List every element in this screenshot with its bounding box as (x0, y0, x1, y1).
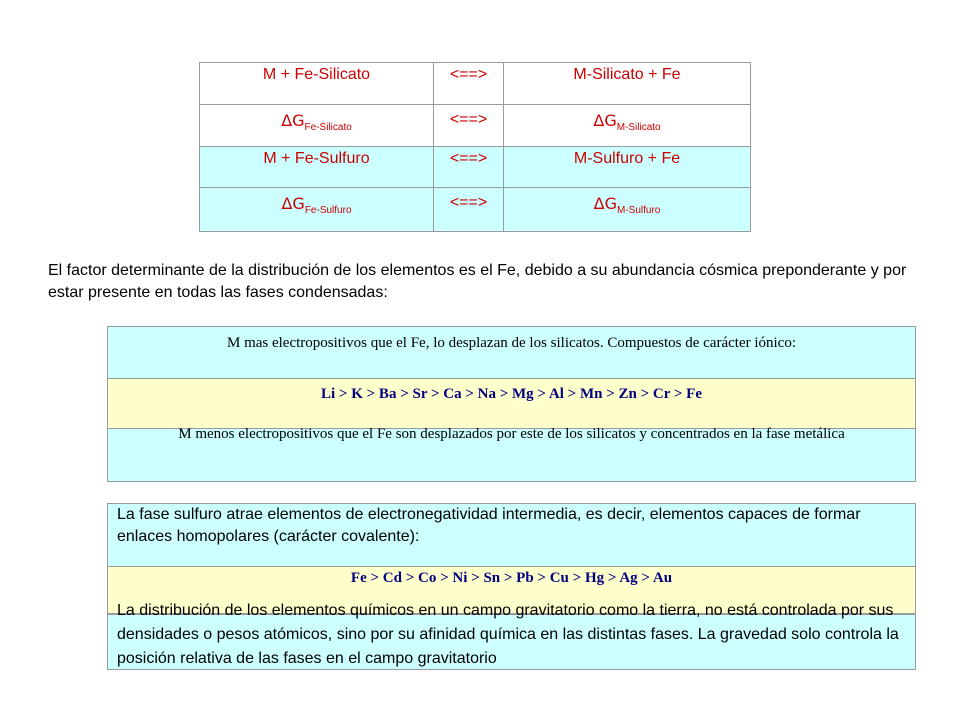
chalcophile-series: Fe > Cd > Co > Ni > Sn > Pb > Cu > Hg > Ag > Au (350, 570, 673, 586)
reaction-table (199, 62, 751, 232)
reaction-row-sulfide (200, 147, 750, 188)
gibbs-left (200, 188, 434, 231)
gibbs-left (200, 105, 434, 146)
gravity-note-box (107, 602, 916, 670)
reaction-right: M-Silicato + Fe (573, 66, 681, 83)
gibbs-symbol: ΔG (281, 111, 305, 130)
equilibrium-arrow: <==> (434, 105, 504, 146)
gibbs-symbol: ΔG (593, 194, 617, 213)
reaction-left: M + Fe-Silicato (200, 63, 434, 104)
siderophile-description-box (107, 428, 916, 482)
gibbs-right (504, 105, 750, 146)
equilibrium-arrow: <==> (434, 147, 504, 187)
lithophile-series: Li > K > Ba > Sr > Ca > Na > Mg > Al > Mn > Zn > Cr > Fe (321, 386, 702, 402)
chalcophile-description: La fase sulfuro atrae elementos de electronegatividad intermedia, es decir, elementos capaces de formar enlaces homopolares (carácter covalente): (117, 506, 861, 545)
gravity-note: La distribución de los elementos químicos en un campo gravitatorio como la tierra, no está controlada por sus densidades o pesos atómicos, sino por su afinidad química en las distintas fases. La gravedad solo controla la posición relativa de las fases en el campo gravitatorio (117, 602, 899, 667)
gibbs-symbol: ΔG (593, 111, 617, 130)
reaction-right: M-Sulfuro + Fe (573, 150, 681, 167)
gibbs-symbol: ΔG (281, 194, 305, 213)
gibbs-row-sulfide (200, 188, 750, 231)
chalcophile-description-box (107, 503, 916, 567)
equilibrium-arrow: <==> (434, 188, 504, 231)
reaction-row-silicate (200, 63, 750, 105)
equilibrium-arrow: <==> (434, 63, 504, 104)
gibbs-row-silicate (200, 105, 750, 147)
gibbs-right (504, 188, 750, 231)
lithophile-description-box (107, 326, 916, 380)
intro-paragraph: El factor determinante de la distribución de los elementos es el Fe, debido a su abundancia cósmica preponderante y por estar presente en todas las fases condensadas: (48, 262, 907, 301)
gibbs-subscript: M-Silicato (616, 122, 661, 134)
gibbs-subscript: Fe-Silicato (304, 122, 352, 134)
gibbs-subscript: M-Sulfuro (616, 205, 661, 217)
siderophile-description: M menos electropositivos que el Fe son desplazados por este de los silicatos y concentrados en la fase metálica (178, 426, 845, 442)
gibbs-subscript: Fe-Sulfuro (304, 205, 352, 217)
reaction-left: M + Fe-Sulfuro (200, 147, 434, 187)
lithophile-description: M mas electropositivos que el Fe, lo desplazan de los silicatos. Compuestos de carácter iónico: (226, 335, 797, 351)
